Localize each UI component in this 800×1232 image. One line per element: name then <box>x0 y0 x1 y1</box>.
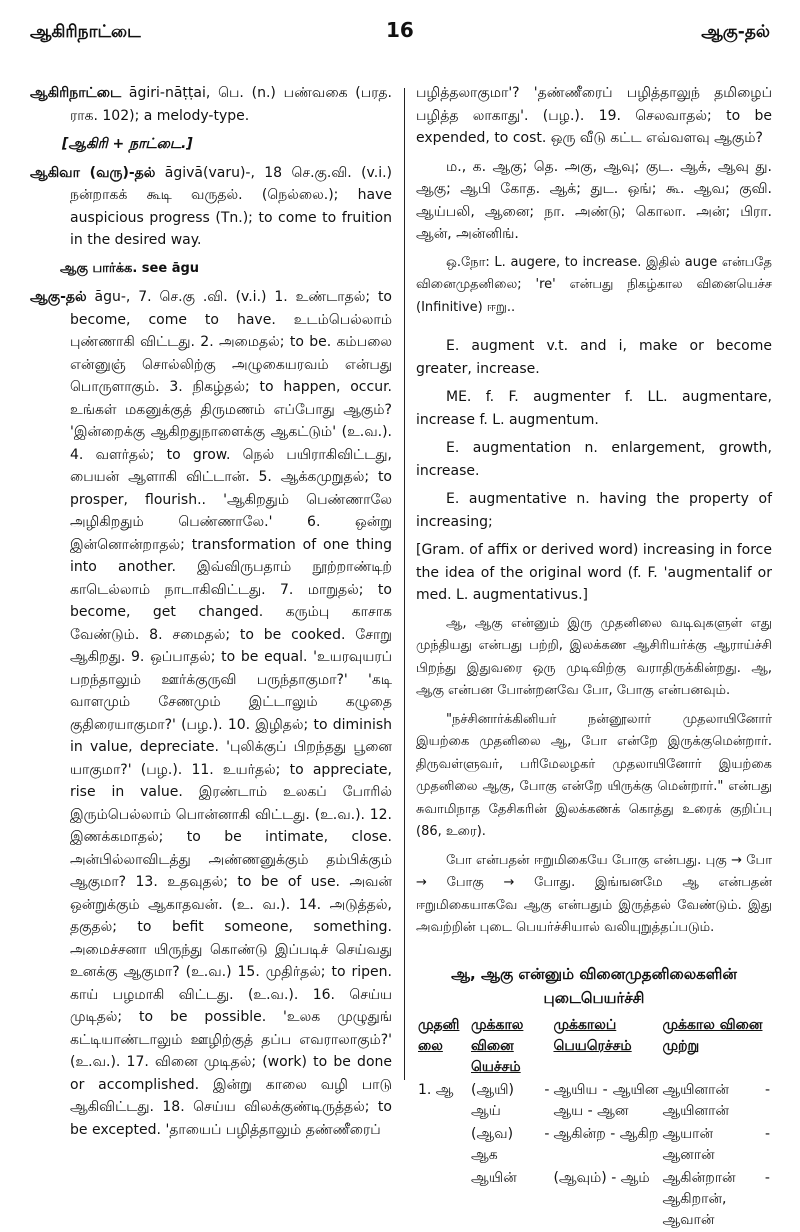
discussion-para-1: ஆ, ஆகு என்னும் இரு முதனிலை வடிவுகளுள் எது முந்தியது என்பது பற்றி, இலக்கண ஆசிரியர்க்கு ஆராய்ச்சி பிறந்து இதுவரை ஒரு முடிவிற்கு வராதிருக்கின்றது. ஆ, ஆகு என்பன போன்றனவே போ, போகு என்பனவும். <box>416 615 772 698</box>
entry-headword: ஆகிவா (வரு)-தல் <box>30 164 156 181</box>
entry-etymology: [ஆகிரி + நாட்டை.] <box>62 136 193 152</box>
table-cell: ஆகின்ற - ஆகிற <box>553 1125 659 1142</box>
entry-body: āgu-, 7. செ.கு .வி. (v.i.) 1. உண்டாதல்; to become, come to have. உடம்பெல்லாம் புண்ணாகி விட்டது. 2. அமைதல்; to be. கம்பலை என்னுஞ் சொல்லிற்கு அழுகையரவம் என்பது பொருளாகும். 3. நிகழ்தல்; to happen, occur. உங்கள் மகனுக்குத் திருமணம் எப்போது ஆகும்? 'இன்றைக்கு ஆகிறதுநாளைக்கு ஆகட்டும்' (உ.வ.). 4. வளர்தல்; to grow. நெல் பயிராகிவிட்டது, பையன் ஆளாகி விட்டான். 5. ஆக்கமுறுதல்; to prosper, flourish.. 'ஆகிறதும் பெண்ணாலே அழிகிறதும் பெண்ணாலே.' 6. ஒன்று இன்னொன்றாதல்; transformation of one thing into another. இவ்விருபதாம் நூற்றாண்டிற் காடெல்லாம் நாடாகிவிட்டது. 7. மாறுதல்; to become, get changed. கரும்பு காசாக வேண்டும். 8. சமைதல்; to be cooked. சோறு ஆகிறது. 9. ஒப்பாதல்; to be equal. 'உயரவுயரப் பறந்தாலும் ஊர்க்குருவி பருந்தாகுமா?' 'கடி வாளமும் சேணமும் இட்டாலும் கழுதை குதிரையாகுமா?' (பழ.). 10. இழிதல்; to diminish in value, depreciate. 'புலிக்குப் பிறந்தது பூனை யாகுமா?' (பழ.). 11. உயர்தல்; to appreciate, rise in value. இரண்டாம் உலகப் போரில் இரும்பெல்லாம் பொன்னாகி விட்டது. (உ.வ.). 12. இணக்கமாதல்; to be intimate, close. அன்பில்லாவிடத்து அண்ணனுக்கும் தம்பிக்கும் ஆகுமா? 13. உதவுதல்; to be of use. அவன் ஒன்றுக்கும் ஆகாதவன். (உ. வ.). 14. அடுத்தல், தகுதல்; to befit someone, something. அமைச்சனா யிருந்து கொண்டு இப்படிச் செய்வது உனக்கு ஆகுமா? (உ.வ.) 15. முதிர்தல்; to ripen. காய் பழமாகி விட்டது. (உ.வ.). 16. செய்ய முடிதல்; to be possible. 'உலக முழுதுங் கட்டியாண்டாலும் ஊழிற்குத் தப்ப எவராலாகும்?' (உ.வ.). 17. வினை முடிதல்; (work) to be done or accomplished. இன்று காலை வழி பாடு ஆகிவிட்டது. 18. செய்ய விலக்குண்டிருத்தல்; to be excepted. 'தாயைப் பழித்தாலும் தண்ணீரைப் <box>70 289 392 1138</box>
entry-headword: ஆகு-தல் <box>30 289 87 305</box>
table-title-line-1: ஆ, ஆகு என்னும் வினைமுதனிலைகளின் <box>451 964 737 983</box>
entry-agiva <box>30 162 392 252</box>
table-cell <box>416 1167 469 1232</box>
table-header: முக்கால வினை யெச்சம் <box>471 1016 524 1075</box>
table-cell: ஆயிய - ஆயின ஆய - ஆன <box>553 1081 659 1119</box>
table-header-row <box>416 1014 772 1079</box>
entry-continuation: பழித்தலாகுமா'? 'தண்ணீரைப் பழித்தாலுந் தமிழைப் பழித்த லாகாது'. (பழ.). 19. செலவாதல்; to be expended, to cost. ஒரு வீடு கட்ட எவ்வளவு ஆகும்? <box>416 85 772 146</box>
etym-augmentation: E. augmentation n. enlargement, growth, increase. <box>416 440 772 479</box>
cognates: ம., க. ஆகு; தெ. அகு, ஆவு; குட. ஆக், ஆவு து. ஆகு; ஆபி கோத. ஆக்; துட. ஒங்; கூ. ஆவ; குவி. ஆய்பலி, ஆனை; நா. அண்டு; கொலா. அன்; பிரா. ஆன், அன்னிங். <box>416 158 772 242</box>
grammar-note: [Gram. of affix or derived word) increasing in force the idea of the original word (f. F. 'augmentalif or med. L. augmentativus.] <box>416 542 772 603</box>
table-cell: ஆயினான் - ஆயினான் <box>662 1081 770 1119</box>
etym-augmenter: ME. f. F. augmenter f. LL. augmentare, increase f. L. augmentum. <box>416 389 772 428</box>
page-number: 16 <box>386 18 414 42</box>
right-column <box>416 82 772 1232</box>
table-header: முதனி லை <box>418 1016 460 1054</box>
table-cell: ஆயான் - ஆனான் <box>662 1125 770 1163</box>
table-cell: (ஆயி) - ஆய் <box>471 1081 550 1119</box>
entry-body: āgivā(varu)-, 18 செ.கு.வி. (v.i.) நன்றாகக் கூடி வருதல். (நெல்லை.); have auspicious progress (Tn.); to come to fruition in the desired way. <box>70 164 393 248</box>
latin-comparison: ஒ.நோ: L. augere, to increase. இதில் auge என்பதே வினைமுதனிலை; 're' என்பது நிகழ்கால வினையெச்ச (Infinitive) ஈறு.. <box>416 254 772 315</box>
header-right-word: ஆகு-தல் <box>701 22 770 42</box>
table-header: முக்கால வினை முற்று <box>662 1016 763 1054</box>
table-cell <box>416 1123 469 1167</box>
etym-augment: E. augment v.t. and i, make or become greater, increase. <box>416 338 772 377</box>
table-cell: ஆகின்றான் - ஆகிறான், ஆவான் <box>662 1169 770 1228</box>
table-cell: 1. ஆ <box>418 1081 454 1098</box>
entry-agirinattai <box>30 82 392 127</box>
left-column <box>30 82 392 1147</box>
table-row <box>416 1123 772 1167</box>
entry-headword: ஆகிரிநாட்டை <box>30 85 122 101</box>
entry-agu-thal <box>30 286 392 1141</box>
entry-body: āgiri-nāṭṭai, பெ. (n.) பண்வகை (பரத. ராக. 102); a melody-type. <box>70 85 392 124</box>
discussion-para-2: "நச்சினார்க்கினியர் நன்னூலார் முதலாயினோர் இயற்கை முதனிலை ஆ, போ என்றே இருக்குமென்றார். திருவள்ளுவர், பரிமேலழகர் முதலாயினோர் இயற்கை முதனிலை ஆகு, போகு என்றே யிருக்கு மென்றார்." என்பது சுவாமிநாத தேசிகரின் இலக்கணக் கொத்து உரைக் குறிப்பு (86, உரை). <box>416 711 772 839</box>
etym-augmentative: E. augmentative n. having the property of increasing; <box>416 491 772 530</box>
verb-forms-table <box>416 1014 772 1232</box>
table-cell: (ஆவ) - ஆக <box>471 1125 550 1163</box>
table-cell: (ஆவும்) - ஆம் <box>553 1169 650 1186</box>
page-header <box>0 18 800 48</box>
table-row <box>416 1167 772 1232</box>
table-title-line-2: புடைபெயர்ச்சி <box>543 988 645 1007</box>
column-divider <box>404 88 405 1080</box>
table-header: முக்காலப் பெயரெச்சம் <box>553 1016 632 1054</box>
discussion-para-3: போ என்பதன் ஈறுமிகையே போகு என்பது. புகு → போ → போகு → போது. இங்ஙனமே ஆ என்பதன் ஈறுமிகையாகவே ஆகு என்பதும் இருத்தல் வேண்டும். இது அவற்றின் புடை பெயர்ச்சியால் வலியுறுத்தப்படும். <box>416 852 772 935</box>
table-cell: ஆயின் <box>471 1169 517 1186</box>
header-left-word: ஆகிரிநாட்டை <box>30 22 141 42</box>
table-row <box>416 1079 772 1123</box>
table-title <box>416 962 772 1010</box>
cross-reference: ஆகு பார்க்க. see āgu <box>60 260 200 276</box>
